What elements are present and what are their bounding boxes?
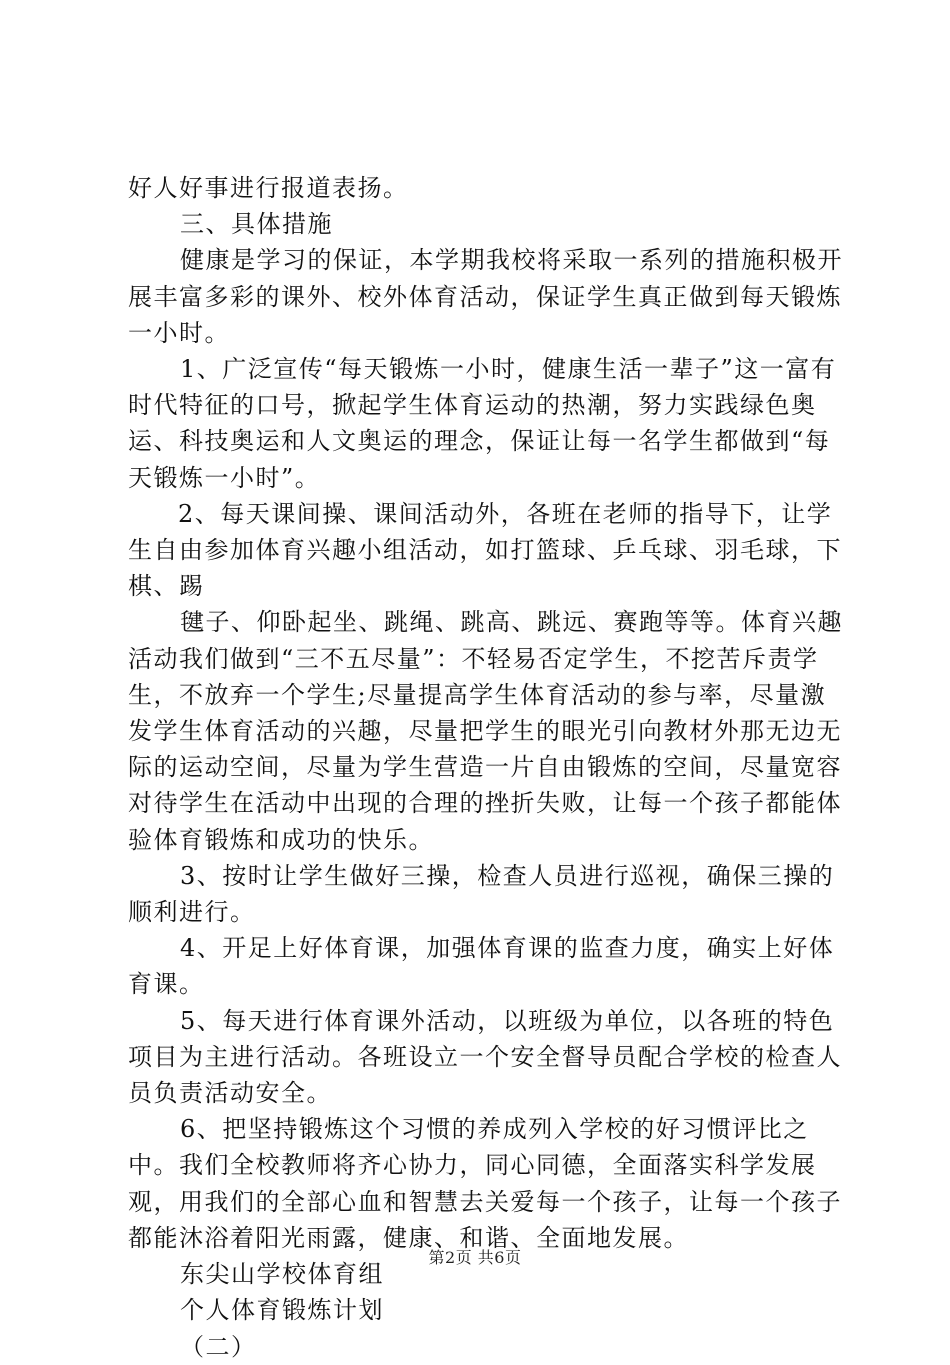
paragraph-item-4: 4、开足上好体育课，加强体育课的监查力度，确实上好体育课。 <box>128 934 835 999</box>
paragraph-item-3: 3、按时让学生做好三操，检查人员进行巡视，确保三操的顺利进行。 <box>128 861 835 927</box>
section-heading: 三、具体措施 <box>180 210 333 239</box>
paragraph-continuation: 好人好事进行报道表扬。 <box>128 174 409 202</box>
paragraph-item-2: 2、每天课间操、课间活动外，各班在老师的指导下，让学生自由参加体育兴趣小组活动，如打篮球、乒乓球、羽毛球，下棋、踢 <box>128 499 842 601</box>
paragraph-item-6: 6、把坚持锻炼这个习惯的养成列入学校的好习惯评比之中。我们全校教师将齐心协力，同心同德，全面落实科学发展观，用我们的全部心血和智慧去关爱每一个孩子，让每一个孩子都能沐浴着阳光雨露，健康、和谐、全面地发展。 <box>128 1115 842 1252</box>
page-number-footer: 第2页 共6页 <box>428 1248 522 1267</box>
paragraph-item-2-continued: 毽子、仰卧起坐、跳绳、跳高、跳远、赛跑等等。体育兴趣活动我们做到“三不五尽量”：不轻易否定学生，不挖苦斥责学生，不放弃一个学生;尽量提高学生体育活动的参与率，尽量激发学生体育活动的兴趣，尽量把学生的眼光引向教材外那无边无际的运动空间，尽量为学生营造一片自由锻炼的空间，尽量宽容对待学生在活动中出现的合理的挫折失败，让每一个孩子都能体验体育锻炼和成功的快乐。 <box>128 608 843 854</box>
document-body <box>128 170 848 1365</box>
paragraph-intro: 健康是学习的保证，本学期我校将采取一系列的措施积极开展丰富多彩的课外、校外体育活动，保证学生真正做到每天锻炼一小时。 <box>128 246 843 347</box>
next-subtitle: （二） <box>180 1332 257 1361</box>
next-title: 个人体育锻炼计划 <box>180 1296 384 1325</box>
signature-org: 东尖山学校体育组 <box>180 1260 384 1289</box>
paragraph-item-5: 5、每天进行体育课外活动，以班级为单位，以各班的特色项目为主进行活动。各班设立一个安全督导员配合学校的检查人员负责活动安全。 <box>128 1006 842 1108</box>
paragraph-item-1: 1、广泛宣传“每天锻炼一小时，健康生活一辈子”这一富有时代特征的口号，掀起学生体育运动的热潮，努力实践绿色奥运、科技奥运和人文奥运的理念，保证让每一名学生都做到“每天锻炼一小时”。 <box>128 355 837 492</box>
